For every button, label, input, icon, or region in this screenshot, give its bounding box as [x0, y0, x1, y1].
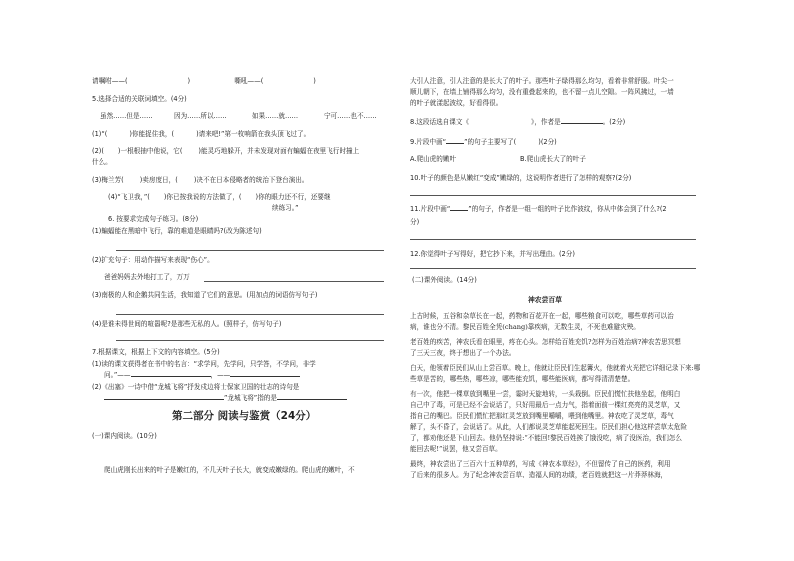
- q5-2: (2)( )一根根抽中他说，它( )能灵巧地躲开，并未发现对面有蝙蝠在夜里飞行时撞上: [92, 147, 360, 155]
- section2-heading: (二)课外阅读。(14分): [412, 276, 477, 284]
- q5-word-4: 宁可……也不……: [324, 112, 377, 120]
- story-line: 上古时候，五谷和杂草长在一起，药物和百花开在一起，哪些粮食可以吃，哪些草药可以治: [410, 312, 674, 320]
- q9: 9.片段中画“ ”的句子主要写了( )(2分): [410, 138, 557, 146]
- q5-3: (3)梅兰芳( )卖房度日，( )决不在日本侵略者的统治下登台演出。: [92, 176, 309, 184]
- q12: 12.你觉得叶子写得好，把它抄下来，并写出理由。(2分): [410, 250, 575, 258]
- q6-2-start: 爸爸妈妈去外地打工了，万万: [104, 273, 190, 281]
- answer-line: [116, 314, 384, 315]
- passage-line-2: 顺儿朝下，在墙上铺得那么均匀，没有重叠起来的，也不留一点儿空隙。一阵风拂过，一墙: [410, 88, 674, 96]
- q9-option-b: B.爬山虎长大了的叶子: [520, 155, 586, 163]
- right-column: [410, 0, 700, 561]
- story-title: 神农尝百草: [528, 296, 562, 304]
- story-line: 能回去呢!”说罢，他又尝百草。: [410, 445, 502, 453]
- story-line: 老百姓的疾苦，神农氏看在眼里，疼在心头。怎样给百姓充饥?怎样为百姓治病?神农苦思冥想: [410, 338, 681, 346]
- story-line: 自己中了毒，可是已经不会说话了，只好用最后一点力气，指着面前一棵红亮亮的灵芝草，又: [410, 401, 681, 409]
- q5-heading: 5.选择合适的关联词填空。(4分): [92, 95, 187, 103]
- answer-line: [116, 340, 384, 341]
- q5-2-cont: 什么。: [92, 158, 112, 166]
- q11-cont: 分): [410, 218, 420, 226]
- q7-2-cont: ”龙城飞将”指的是: [104, 394, 347, 402]
- q7-2: (2)《出塞》一诗中借“龙城飞将”抒发戍边将士保家卫国的壮志的诗句是: [92, 383, 300, 391]
- q6-1: (1)蝙蝠能在黑暗中飞行，靠的难道是眼睛吗?(改为陈述句): [92, 227, 262, 235]
- q5-word-1: 虽然……但是……: [100, 112, 153, 120]
- story-line: 白天，他领着臣民们从山上尝百草。晚上，他就让臣民们生起篝火，他就着火光把它详细记录下来:哪: [410, 364, 701, 372]
- q6-3: (3)南极的人和企鹅共同生活，我知道了它们的意思。(用加点的词语仿写句子): [92, 291, 318, 299]
- q5-4-cont: 续练习。”: [272, 204, 299, 212]
- story-line: 有一次，他把一棵草放到嘴里一尝，霎时天旋地转，一头栽倒。臣民们慌忙扶他坐起，他明白: [410, 390, 681, 398]
- match-b: 嘶吼——(: [234, 77, 264, 85]
- story-line: 了后来的很多人。为了纪念神农尝百草、造福人间的功绩，老百姓就把这一片莽莽林海，: [410, 471, 668, 479]
- match-line: 请嘱咐——( ) 嘶吼——( ): [92, 77, 316, 85]
- q6-heading: 6. 按要求完成句子练习。(8分): [108, 215, 199, 223]
- answer-line: [204, 281, 384, 282]
- story-line: 指自己的嘴巴。臣民们慌忙把那红灵芝放到嘴里嚼嚼，喂到他嘴里。神农吃了灵芝草，毒气: [410, 412, 674, 420]
- passage-line-3: 的叶子就漾起波纹，好看得很。: [410, 99, 503, 107]
- answer-line: [410, 268, 696, 269]
- q5-4: (4)“飞卫我，”( )你已按我说的方法做了，( )你的眼力还不行，还要继: [108, 193, 331, 201]
- q9-option-a: A.爬山虎的嫩叶: [410, 155, 457, 163]
- q10: 10.叶子的颜色是从嫩红“变成”嫩绿的，这说明作者进行了怎样的观察?(2分): [410, 174, 632, 182]
- story-line: 了，都劝他还是下山回去。他仍坚持说:“不能回!黎民百姓挨了饿没吃，病了没医治，我们怎么: [410, 434, 682, 442]
- part2-subtitle: (一)课内阅读。(10分): [92, 432, 157, 440]
- q6-4: (4)是谁未得世间的喧嚣呢?是那些无私的人。(照样子，仿写句子): [92, 320, 282, 328]
- story-line: 些草是苦的，哪些热，哪些凉，哪些能充饥，哪些能医病，都写得清清楚楚。: [410, 375, 635, 383]
- q5-word-2: 因为……所以……: [174, 112, 227, 120]
- match-a: 请嘱咐——(: [92, 77, 128, 85]
- q8: 8.这段话选自课文《 》，作者是 。(2分): [410, 118, 626, 126]
- left-column: [92, 0, 397, 561]
- q11: 11.片段中画“ ”的句子，作者是一组一组的叶子比作波纹，你从中体会到了什么?(2: [410, 205, 667, 213]
- q7-1: (1)读的课文获得者在书中的名言：“求学问，先学问，只学答，不学问，非学: [92, 360, 316, 368]
- passage-line: 爬山虎刚长出来的叶子是嫩红的，不几天叶子长大，就变成嫩绿的。爬山虎的嫩叶，不: [104, 466, 355, 474]
- story-line: 解了，头不昏了，会说话了。从此，人们都说灵芝草能起死回生。臣民们担心他这样尝草太危险: [410, 423, 687, 431]
- story-line: 最终，神农尝出了三百六十五种草药，写成《神农本草经》，不但留传了自己的医药，利用: [410, 460, 671, 468]
- story-line: 病，谁也分不清。黎民百姓全凭(chang)靠疾病，无数生灵，不死也难避灾殃。: [410, 323, 640, 331]
- q7-1-cont: 问。”—— ，——: [104, 371, 300, 379]
- q5-word-3: 如果……就……: [252, 112, 299, 120]
- passage-line-1: 大引人注意，引人注意的是长大了的叶子。那些叶子绿得那么均匀，看着非常舒服。叶尖一: [410, 77, 674, 85]
- answer-line: [410, 195, 696, 196]
- answer-line: [116, 250, 384, 251]
- answer-line: [410, 239, 696, 240]
- q6-2: (2)扩充句子：用动作描写来表现“伤心”。: [92, 256, 214, 264]
- part2-title: 第二部分 阅读与鉴赏（24分）: [172, 410, 317, 422]
- story-line: 了三天三夜，终于想出了一个办法。: [410, 349, 516, 357]
- q5-1: (1)“( )你能捉住我，( )请来吧!”第一枚响箭在我头顶飞过了。: [92, 130, 311, 138]
- q7-heading: 7.根据课文，根据上下文的内容填空。(5分): [92, 348, 220, 356]
